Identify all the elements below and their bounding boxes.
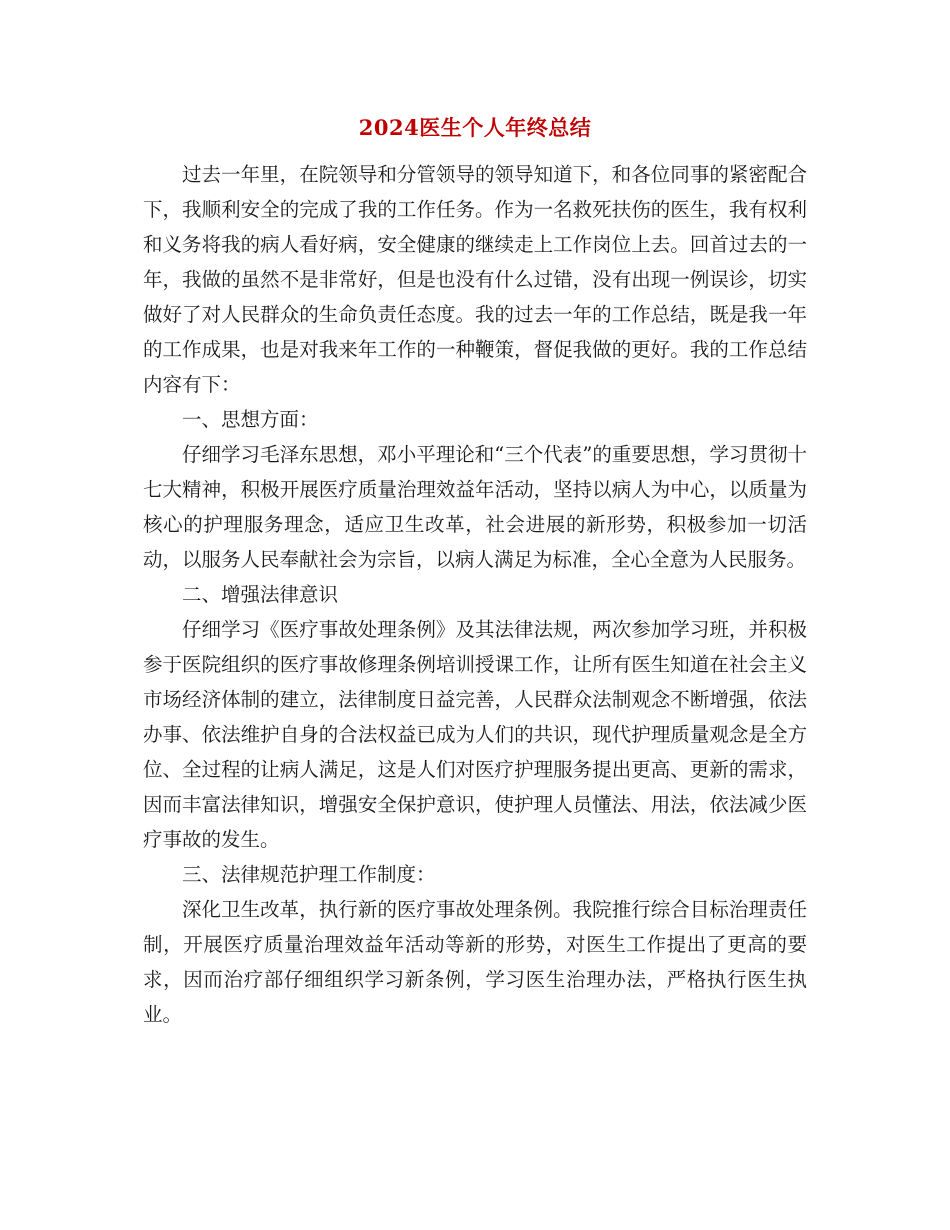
law-awareness-paragraph: 仔细学习《医疗事故处理条例》及其法律法规，两次参加学习班，并积极参于医院组织的医疗事故修理条例培训授课工作，让所有医生知道在社会主义市场经济体制的建立，法律制度日益完善，人民群众法制观念不断增强，依法办事、依法维护自身的合法权益已成为人们的共识，现代护理质量观念是全方位、全过程的让病人满足，这是人们对医疗护理服务提出更高、更新的需求，因而丰富法律知识，增强安全保护意识，使护理人员懂法、用法，依法减少医疗事故的发生。 — [143, 618, 807, 851]
thought-paragraph: 仔细学习毛泽东思想，邓小平理论和“三个代表”的重要思想，学习贯彻十七大精神，积极开展医疗质量治理效益年活动，坚持以病人为中心，以质量为核心的护理服务理念，适应卫生改革，社会进展的新形势，积极参加一切活动，以服务人民奉献社会为宗旨，以病人满足为标准，全心全意为人民服务。 — [143, 443, 807, 571]
section-heading-nursing-rules: 三、法律规范护理工作制度： — [182, 863, 436, 886]
nursing-rules-paragraph: 深化卫生改革，执行新的医疗事故处理条例。我院推行综合目标治理责任制，开展医疗质量治理效益年活动等新的形势，对医生工作提出了更高的要求，因而治疗部仔细组织学习新条例，学习医生治理办法，严格执行医生执业。 — [143, 898, 807, 1026]
section-heading-law-awareness: 二、增强法律意识 — [182, 583, 339, 606]
document-body — [143, 157, 807, 1032]
document-title: 2024医生个人年终总结 — [358, 115, 592, 140]
intro-paragraph: 过去一年里，在院领导和分管领导的领导知道下，和各位同事的紧密配合下，我顺利安全的完成了我的工作任务。作为一名救死扶伤的医生，我有权利和义务将我的病人看好病，安全健康的继续走上工作岗位上去。回首过去的一年，我做的虽然不是非常好，但是也没有什么过错，没有出现一例误诊，切实做好了对人民群众的生命负责任态度。我的过去一年的工作总结，既是我一年的工作成果，也是对我来年工作的一种鞭策，督促我做的更好。我的工作总结内容有下： — [143, 163, 807, 396]
section-heading-thought: 一、思想方面： — [182, 408, 319, 431]
